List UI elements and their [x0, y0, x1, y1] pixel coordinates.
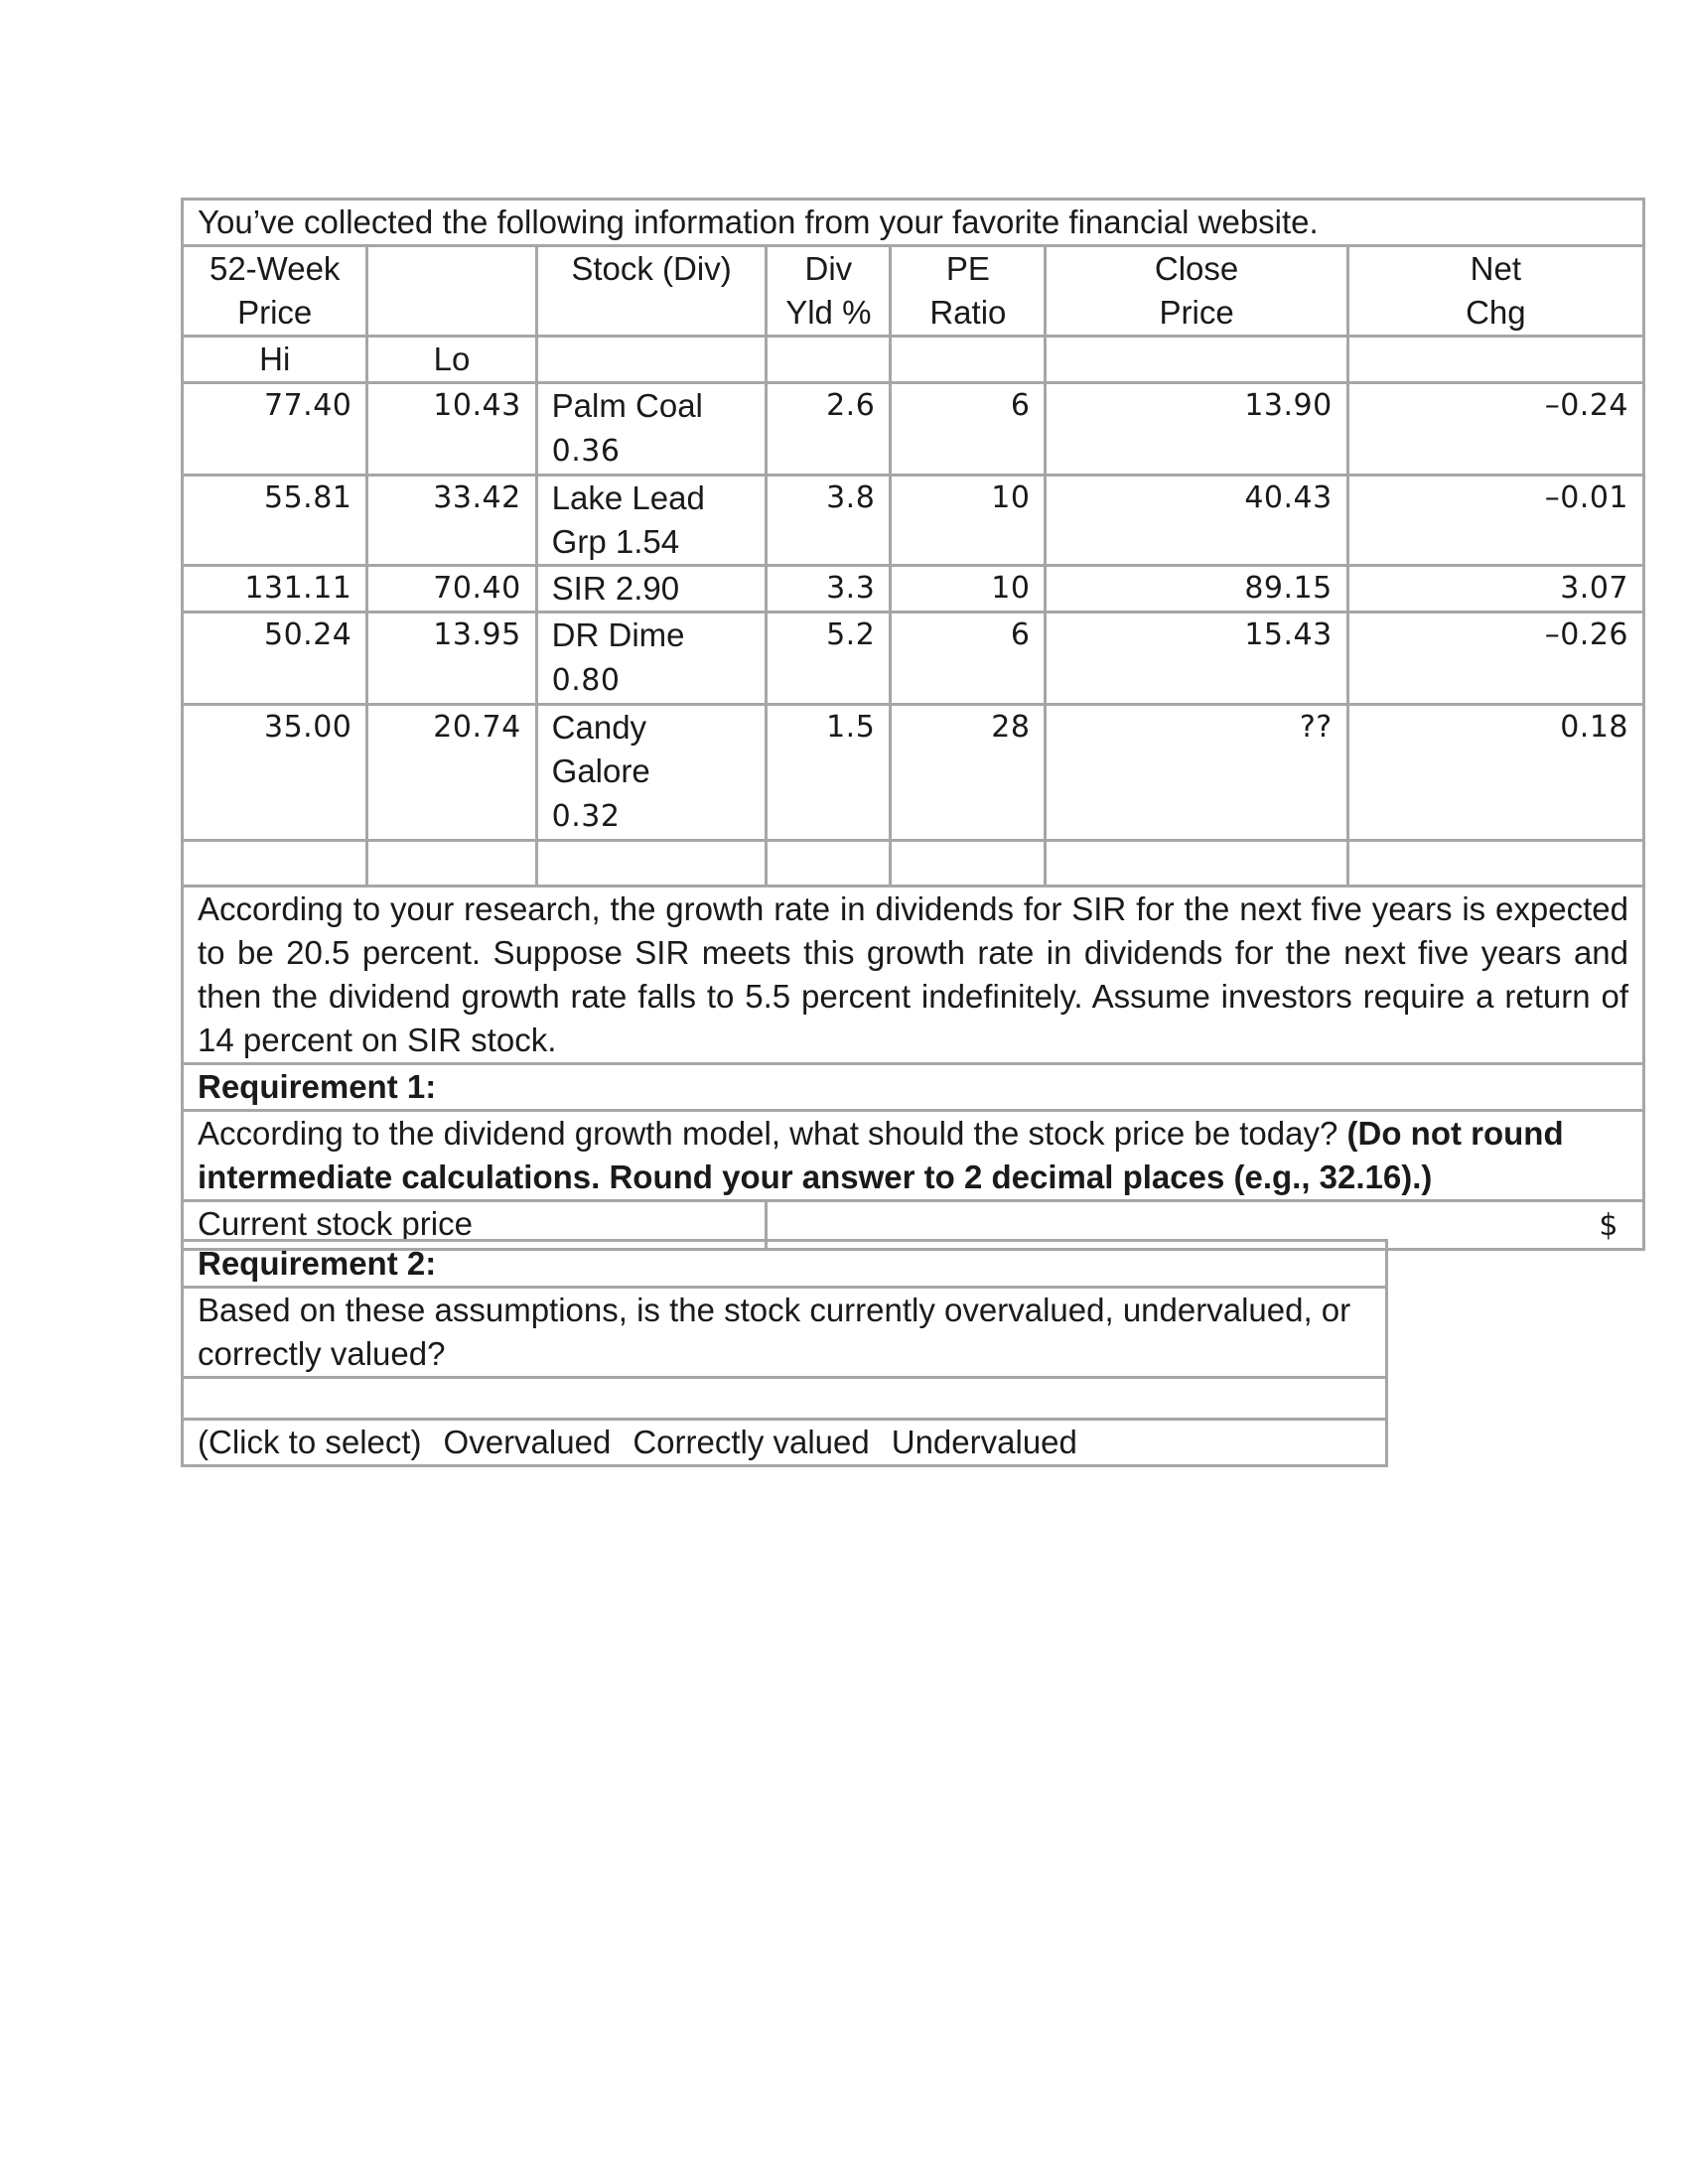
- cell-close: ??: [1046, 705, 1347, 841]
- cell-stock: Candy Galore 0.32: [536, 705, 767, 841]
- answer-label: Current stock price: [183, 1201, 767, 1250]
- cell-hi: 35.00: [183, 705, 367, 841]
- cell-close: 40.43: [1046, 476, 1347, 566]
- header-lo: Lo: [367, 337, 536, 383]
- header-close-price: Close Price: [1046, 246, 1347, 337]
- cell-lo: 10.43: [367, 383, 536, 476]
- cell-pe: 10: [891, 566, 1046, 613]
- option-overvalued[interactable]: Overvalued: [443, 1424, 612, 1460]
- header-net-chg: Net Chg: [1347, 246, 1643, 337]
- table-row: [183, 383, 1644, 476]
- table-row: [183, 476, 1644, 566]
- cell-stock: Palm Coal 0.36: [536, 383, 767, 476]
- header-pe-ratio: PE Ratio: [891, 246, 1046, 337]
- requirement-2-table: [181, 1239, 1388, 1467]
- option-undervalued[interactable]: Undervalued: [891, 1424, 1077, 1460]
- cell-chg: –0.24: [1347, 383, 1643, 476]
- req1-instruction: (Do not round intermediate calculations. Round your answer to 2 decimal places (e.g., 32.16).): [198, 1115, 1564, 1195]
- cell-hi: 55.81: [183, 476, 367, 566]
- cell-yld: 3.8: [767, 476, 891, 566]
- empty-row: [183, 841, 1644, 887]
- cell-chg: –0.01: [1347, 476, 1643, 566]
- cell-lo: 20.74: [367, 705, 536, 841]
- cell-pe: 28: [891, 705, 1046, 841]
- req2-question: Based on these assumptions, is the stock currently overvalued, undervalued, or correctly valued?: [183, 1288, 1387, 1378]
- valuation-select[interactable]: [183, 1420, 1387, 1466]
- cell-stock: Lake Lead Grp 1.54: [536, 476, 767, 566]
- option-correctly-valued[interactable]: Correctly valued: [633, 1424, 870, 1460]
- table-row: [183, 613, 1644, 705]
- cell-lo: 70.40: [367, 566, 536, 613]
- cell-chg: –0.26: [1347, 613, 1643, 705]
- cell-stock: DR Dime 0.80: [536, 613, 767, 705]
- cell-yld: 3.3: [767, 566, 891, 613]
- cell-stock: SIR 2.90: [536, 566, 767, 613]
- req1-title: Requirement 1:: [183, 1064, 1644, 1111]
- table-row: [183, 705, 1644, 841]
- cell-pe: 6: [891, 383, 1046, 476]
- req1-question: According to the dividend growth model, what should the stock price be today? (Do not round intermediate calculations. Round your answer to 2 decimal places (e.g., 32.16).): [183, 1111, 1644, 1201]
- cell-lo: 33.42: [367, 476, 536, 566]
- cell-close: 13.90: [1046, 383, 1347, 476]
- header-div-yld: Div Yld %: [767, 246, 891, 337]
- cell-hi: 131.11: [183, 566, 367, 613]
- research-text: According to your research, the growth rate in dividends for SIR for the next five years is expected to be 20.5 percent. Suppose SIR meets this growth rate in dividends for the next five years and then the dividend growth rate falls to 5.5 percent indefinitely. Assume investors require a return of 14 percent on SIR stock.: [183, 887, 1644, 1064]
- req2-title: Requirement 2:: [183, 1241, 1387, 1288]
- cell-hi: 50.24: [183, 613, 367, 705]
- cell-yld: 2.6: [767, 383, 891, 476]
- table-row: [183, 566, 1644, 613]
- header-blank: [367, 246, 536, 337]
- option-click-to-select[interactable]: (Click to select): [198, 1424, 422, 1460]
- intro-text: You’ve collected the following information from your favorite financial website.: [183, 200, 1644, 246]
- cell-hi: 77.40: [183, 383, 367, 476]
- cell-yld: 1.5: [767, 705, 891, 841]
- stock-data-table: [181, 198, 1645, 1251]
- header-52-week: 52-Week Price: [183, 246, 367, 337]
- cell-pe: 10: [891, 476, 1046, 566]
- currency-symbol: $: [1599, 1208, 1618, 1243]
- cell-close: 15.43: [1046, 613, 1347, 705]
- cell-close: 89.15: [1046, 566, 1347, 613]
- cell-lo: 13.95: [367, 613, 536, 705]
- header-stock: Stock (Div): [536, 246, 767, 337]
- cell-pe: 6: [891, 613, 1046, 705]
- cell-chg: 0.18: [1347, 705, 1643, 841]
- cell-yld: 5.2: [767, 613, 891, 705]
- cell-chg: 3.07: [1347, 566, 1643, 613]
- header-hi: Hi: [183, 337, 367, 383]
